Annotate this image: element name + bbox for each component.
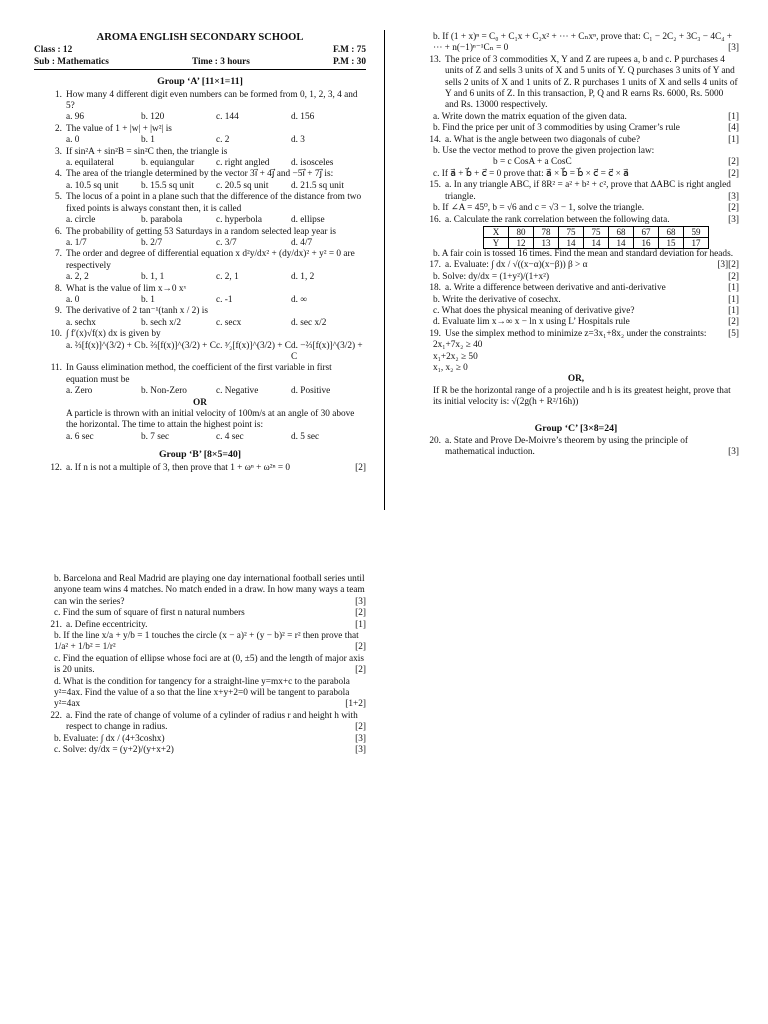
question-text: a. State and Prove De-Moivre’s theorem by using the principle of mathematical induction.: [445, 436, 688, 458]
marks: [3]: [355, 745, 366, 756]
question-20: [413, 436, 739, 459]
option: a. 2, 2: [66, 272, 89, 283]
option: d. 1, 2: [291, 272, 315, 283]
question-item: [34, 90, 366, 124]
option: a. 96: [66, 112, 85, 123]
option: d. 4/7: [291, 237, 313, 248]
table-cell: 12: [509, 237, 534, 248]
table-cell: Y: [484, 237, 509, 248]
question-text: b. If ∠A = 45⁰, b = √6 and c = √3 − 1, solve the triangle.: [433, 203, 645, 214]
question-number: 7.: [55, 249, 62, 260]
question-21: [34, 620, 366, 631]
question-number: 17.: [429, 260, 441, 271]
options-row: [34, 215, 366, 226]
table-row: [484, 237, 709, 248]
question-text: b. Write the derivative of cosechx.: [433, 294, 561, 305]
option: a. equilateral: [66, 158, 115, 169]
question-text: b = c CosA + a CosC: [493, 157, 572, 168]
question-14: [413, 135, 739, 146]
question-item: [34, 169, 366, 192]
marks: [1]: [728, 294, 739, 305]
question-18b: [413, 295, 739, 306]
question-13: [413, 55, 739, 112]
question-14b: [413, 146, 739, 157]
marks: [3]: [355, 733, 366, 744]
question-item: [34, 249, 366, 283]
right-column: [413, 32, 739, 459]
marks: [1]: [728, 134, 739, 145]
full-marks: F.M : 75: [333, 45, 366, 56]
question-14b-law: [413, 157, 739, 168]
option: c. 2: [216, 135, 230, 146]
question-number: 10.: [50, 329, 62, 340]
table-cell: 13: [534, 237, 559, 248]
option: d. ∞: [291, 294, 307, 305]
question-number: 15.: [429, 180, 441, 191]
question-text: d. What is the condition for tangency for a straight-line y=mx+c to the parabola y²=4ax. Find the value of a so that the line x+y+2=0 will be tangent to parabola y²=4ax: [54, 676, 350, 710]
question-text: b. Evaluate: ∫ dx / (4+3coshx): [54, 733, 165, 744]
marks: [2]: [728, 260, 739, 271]
question-number: 2.: [55, 123, 62, 134]
question-text: c. Solve: dy/dx = (y+2)/(y+x+2): [54, 745, 174, 756]
table-cell: 80: [509, 226, 534, 237]
option: d. sec x/2: [291, 317, 327, 328]
marks: [3]: [728, 43, 739, 54]
question-text: b. Barcelona and Real Madrid are playing one day international football series until anyone team wins 4 matches. No match ended in a draw. In how many ways a team can win the series?: [54, 574, 365, 607]
question-20b: [34, 574, 366, 608]
option: a. ⅔[f(x)]^(3/2) + C: [66, 340, 141, 351]
question-text: The probability of getting 53 Saturdays in a random selected leap year is: [66, 226, 337, 237]
question-number: 20.: [429, 436, 441, 446]
option: c. 2, 1: [216, 272, 239, 283]
question-item: [34, 147, 366, 170]
question-22: [34, 711, 366, 734]
question-text: c. Find the equation of ellipse whose foci are at (0, ±5) and the length of major axis is 20 units.: [54, 653, 365, 676]
alt-options: [34, 432, 366, 443]
question-item: [34, 192, 366, 226]
option: b. ⅔[f(x)]^(3/2) + C: [141, 340, 216, 351]
option: b. 1: [141, 294, 155, 305]
left-column: [34, 32, 366, 474]
question-text: b. A fair coin is tossed 16 times. Find the mean and standard deviation for heads.: [433, 248, 734, 259]
option: c. 20.5 sq unit: [216, 180, 269, 191]
pass-marks: P.M : 30: [333, 56, 366, 67]
options-row: [34, 158, 366, 169]
question-15b: [413, 203, 739, 214]
marks: [1]: [728, 305, 739, 316]
question-item: [34, 124, 366, 147]
option: b. equiangular: [141, 158, 195, 169]
subject-label: Sub : Mathematics: [34, 56, 109, 67]
column-divider: [384, 30, 385, 510]
marks: [2]: [728, 317, 739, 328]
question-14c: [413, 169, 739, 180]
marks: [3]: [728, 191, 739, 202]
question-text: How many 4 different digit even numbers can be formed from 0, 1, 2, 3, 4 and 5?: [66, 89, 358, 112]
question-15: [413, 180, 739, 203]
question-text: If sin²A + sin²B = sin²C then, the triangle is: [66, 146, 228, 157]
rank-table: [483, 226, 709, 249]
options-row: [34, 181, 366, 192]
question-text: a. Find the rate of change of volume of a cylinder of radius r and height h with respect to change in radius.: [66, 710, 358, 733]
option: b. 7 sec: [141, 431, 170, 442]
question-12a: [34, 463, 366, 474]
alt-question: A particle is thrown with an initial velocity of 100m/s at an angle of 30 above the horizontal. The time to attain the highest point is:: [66, 409, 355, 431]
options-row: [34, 318, 366, 329]
options-row: [34, 341, 366, 364]
option: c. -1: [216, 294, 233, 305]
question-number: 19.: [429, 328, 441, 339]
question-18c: [413, 306, 739, 317]
question-text: a. In any triangle ABC, if 8R² = a² + b² + c², prove that ∆ABC is right angled triangle.: [445, 180, 731, 202]
marks: [2]: [728, 203, 739, 214]
question-21d: [34, 677, 366, 711]
option: a. circle: [66, 215, 96, 226]
option: a. 0: [66, 294, 80, 305]
option: d. ellipse: [291, 215, 325, 226]
table-cell: 68: [659, 226, 684, 237]
table-cell: 75: [559, 226, 584, 237]
question-text: a. What is the angle between two diagonals of cube?: [445, 134, 640, 145]
table-cell: 59: [684, 226, 709, 237]
table-cell: 14: [584, 237, 609, 248]
marks: [2]: [355, 608, 366, 619]
question-text: b. Solve: dy/dx = (1+y²)/(1+x²): [433, 271, 550, 282]
table-cell: X: [484, 226, 509, 237]
option: b. 1, 1: [141, 272, 165, 283]
table-cell: 16: [634, 237, 659, 248]
question-number: 14.: [429, 134, 441, 145]
question-text: b. If the line x/a + y/b = 1 touches the circle (x − a)² + (y − b)² = r² then prove that 1/a² + 1/b² = 1/r²: [54, 631, 359, 653]
marks: [2]: [728, 157, 739, 168]
question-number: 4.: [55, 169, 62, 180]
marks: [3]: [728, 214, 739, 225]
question-text: a. Calculate the rank correlation between the following data.: [445, 214, 670, 225]
question-number: 1.: [55, 89, 62, 100]
question-text: Use the simplex method to minimize z=3x₁+8x₂ under the constraints:: [445, 328, 707, 339]
table-cell: 78: [534, 226, 559, 237]
constraint: 2x₁+7x₂ ≥ 40: [433, 340, 483, 351]
options-row: [34, 386, 366, 397]
option: a. 6 sec: [66, 431, 94, 442]
question-number: 6.: [55, 226, 62, 237]
question-number: 9.: [55, 306, 62, 317]
question-text: b. Use the vector method to prove the given projection law:: [433, 146, 655, 157]
question-19-alt: If R be the horizontal range of a projectile and h is its greatest height, prove that its initial velocity is: √(2g(h + R²/16h)): [433, 385, 731, 408]
option: c. 144: [216, 112, 239, 123]
question-18: [413, 283, 739, 294]
question-12b: [413, 32, 739, 55]
marks: [2]: [355, 722, 366, 733]
or-label: OR: [193, 397, 207, 408]
left-bottom-column: [34, 574, 366, 757]
option: b. parabola: [141, 215, 183, 226]
options-row: [34, 238, 366, 249]
table-cell: 75: [584, 226, 609, 237]
or-label: OR,: [567, 374, 585, 385]
question-number: 12.: [50, 462, 62, 473]
question-text: The order and degree of differential equation x d²y/dx² + (dy/dx)² + y² = 0 are respectively: [66, 249, 355, 271]
question-item: [34, 329, 366, 363]
question-number: 3.: [55, 146, 62, 157]
question-item: [34, 227, 366, 250]
question-text: a. If n is not a multiple of 3, then prove that 1 + ωⁿ + ω²ⁿ = 0: [66, 462, 291, 473]
question-number: 18.: [429, 283, 441, 294]
question-text: b. Find the price per unit of 3 commodities by using Cramer’s rule: [433, 123, 680, 134]
constraint: x₁+2x₂ ≥ 50: [433, 351, 478, 362]
table-cell: 15: [659, 237, 684, 248]
question-22b: [34, 734, 366, 745]
header-row-2: [34, 57, 366, 68]
question-number: 11.: [50, 363, 62, 374]
question-text: In Gauss elimination method, the coefficient of the first variable in first equation must be: [66, 363, 332, 385]
question-text: a. Define eccentricity.: [66, 619, 148, 630]
option: b. 2/7: [141, 237, 163, 248]
question-number: 5.: [55, 192, 62, 203]
question-number: 21.: [50, 619, 62, 630]
marks: [3]: [355, 596, 366, 607]
question-item: [34, 363, 366, 397]
question-13b: [413, 123, 739, 134]
table-cell: 68: [609, 226, 634, 237]
question-18d: [413, 317, 739, 328]
option: d. 156: [291, 112, 315, 123]
marks: [3]: [717, 260, 729, 271]
table-cell: 14: [609, 237, 634, 248]
question-text: b. If (1 + x)ⁿ = C₀ + C₁x + C₂x² + ⋯ + Cₙxⁿ, prove that: C₁ − 2C₂ + 3C₃ − 4C₄ + ⋯ + n(−1)ⁿ⁻¹Cₙ = 0: [433, 32, 733, 54]
marks: [1]: [355, 619, 366, 630]
header-rule: [34, 69, 366, 70]
question-text: a. Evaluate: ∫ dx / √((x−α)(x−β)) β > α: [445, 260, 588, 271]
group-c-title: Group ‘C’ [3×8=24]: [534, 422, 618, 434]
marks: [2]: [728, 168, 739, 179]
options-row: [34, 112, 366, 123]
marks: [2]: [355, 642, 366, 653]
question-20c: [34, 608, 366, 619]
marks: [2]: [355, 462, 366, 473]
question-text: d. Evaluate lim x→∞ x − ln x using L’ Hospitals rule: [433, 317, 630, 328]
question-number: 8.: [55, 283, 62, 294]
option: a. sechx: [66, 317, 96, 328]
question-text: c. If a⃗ + b⃗ + c⃗ = 0 prove that: a⃗ × b⃗ = b⃗ × c⃗ = c⃗ × a⃗: [433, 168, 629, 179]
option: c. right angled: [216, 158, 270, 169]
option: c. Negative: [216, 386, 259, 397]
time-label: Time : 3 hours: [191, 56, 250, 67]
question-text: The value of 1 + |w| + |w²| is: [66, 123, 172, 134]
options-row: [34, 135, 366, 146]
marks: [5]: [728, 328, 739, 339]
option: c. hyperbola: [216, 215, 262, 226]
question-text: The area of the triangle determined by the vector 3i⃗ + 4j⃗ and −5i⃗ + 7j⃗ is:: [66, 169, 334, 180]
marks: [1+2]: [345, 699, 366, 710]
option: c. 4 sec: [216, 431, 244, 442]
option: d. −⅔[f(x)]^(3/2) + C: [291, 340, 363, 362]
option: d. 5 sec: [291, 431, 320, 442]
question-text: The price of 3 commodities X, Y and Z are rupees a, b and c. P purchases 4 units of Z and sells 3 units of X and 5 units of Y. Q purchases 3 units of Y and sells 2 units of X and 1 units of Z. R purchases 1 units of X and sells 4 units of Y and 6 units of Z. In this transaction, P, Q and R earns Rs. 6000, Rs. 5000 and Rs. 13000 respectively.: [445, 54, 738, 111]
table-cell: 14: [559, 237, 584, 248]
question-number: 22.: [50, 710, 62, 721]
option: b. 15.5 sq unit: [141, 180, 194, 191]
question-text: c. Find the sum of square of first n natural numbers: [54, 608, 245, 619]
school-name: AROMA ENGLISH SECONDARY SCHOOL: [96, 32, 304, 43]
question-text: The derivative of 2 tan⁻¹(tanh x / 2) is: [66, 306, 208, 317]
marks: [1]: [728, 111, 739, 122]
marks: [2]: [728, 271, 739, 282]
question-text: a. Write down the matrix equation of the given data.: [433, 111, 627, 122]
table-cell: 67: [634, 226, 659, 237]
constraint: x₁, x₂ ≥ 0: [433, 362, 468, 373]
group-a-title: Group ‘A’ [11×1=11]: [157, 76, 243, 88]
marks: [3]: [728, 447, 739, 458]
marks: [1]: [728, 283, 739, 294]
option: b. 1: [141, 135, 155, 146]
option: d. 3: [291, 135, 305, 146]
question-text: ∫ f′(x)√f(x) dx is given by: [66, 329, 161, 340]
option: a. 10.5 sq unit: [66, 180, 119, 191]
question-17b: [413, 272, 739, 283]
question-21c: [34, 654, 366, 677]
question-13a: [413, 112, 739, 123]
option: d. 21.5 sq unit: [291, 180, 344, 191]
option: a. Zero: [66, 386, 93, 397]
question-16: [413, 215, 739, 226]
question-text: c. What does the physical meaning of derivative give?: [433, 305, 635, 316]
question-19: [413, 329, 739, 340]
question-number: 13.: [429, 54, 441, 65]
table-row: [484, 226, 709, 237]
marks: [2]: [355, 665, 366, 676]
question-item: [34, 284, 366, 307]
options-row: [34, 295, 366, 306]
group-b-title: Group ‘B’ [8×5=40]: [158, 449, 242, 461]
question-text: The locus of a point in a plane such that the difference of the distance from two fixed points is always constant then, it is called: [66, 192, 362, 214]
option: c. ³⁄₂[f(x)]^(3/2) + C: [216, 340, 292, 351]
marks: [4]: [728, 123, 739, 134]
question-item: [34, 306, 366, 329]
option: b. 120: [141, 112, 165, 123]
option: c. 3/7: [216, 237, 237, 248]
question-number: 16.: [429, 214, 441, 225]
question-21b: [34, 631, 366, 654]
option: d. Positive: [291, 386, 331, 397]
question-22c: [34, 745, 366, 756]
table-cell: 17: [684, 237, 709, 248]
header-row-1: [34, 45, 366, 56]
options-row: [34, 272, 366, 283]
option: b. sech x/2: [141, 317, 182, 328]
option: b. Non-Zero: [141, 386, 187, 397]
question-text: a. Write a difference between derivative and anti-derivative: [445, 283, 666, 294]
option: d. isosceles: [291, 158, 334, 169]
group-a-questions: [34, 90, 366, 398]
option: c. secx: [216, 317, 242, 328]
question-17: [413, 260, 728, 271]
option: a. 0: [66, 135, 80, 146]
option: a. 1/7: [66, 237, 87, 248]
question-text: What is the value of lim x→0 xˣ: [66, 283, 187, 294]
class-label: Class : 12: [34, 45, 73, 56]
